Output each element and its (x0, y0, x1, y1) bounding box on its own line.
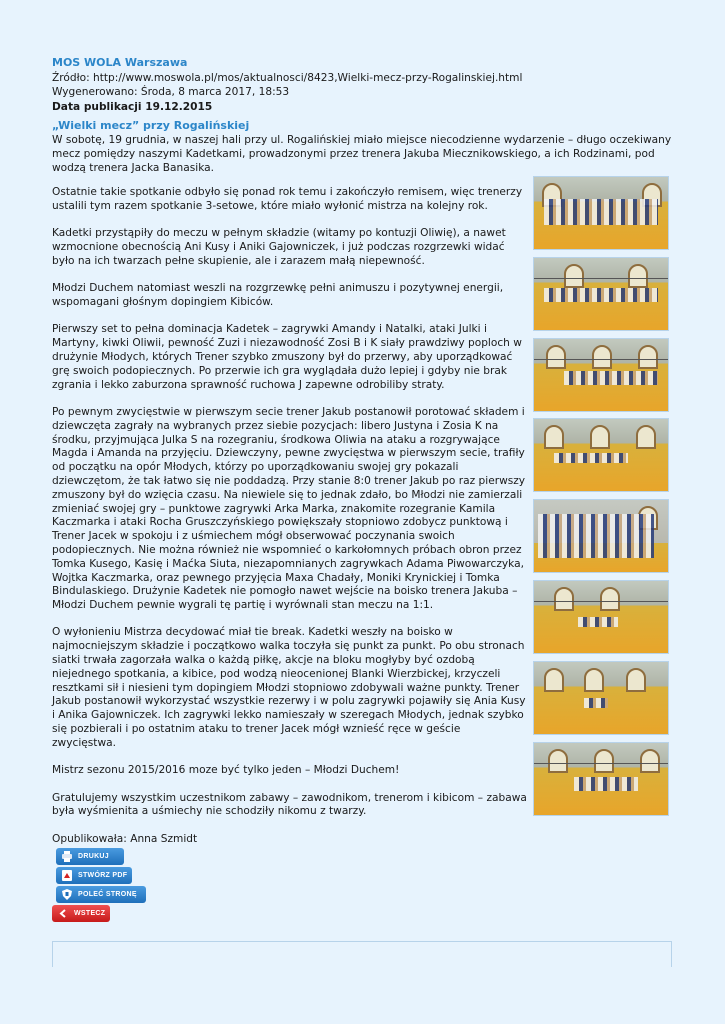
article-body (52, 186, 527, 860)
create-pdf-label: STWÓRZ PDF (78, 872, 128, 879)
article-paragraph: Mistrz sezonu 2015/2016 moze być tylko jeden – Młodzi Duchem! (52, 764, 400, 777)
article-paragraph: Młodzi Duchem natomiast weszli na rozgrzewkę pełni animuszu i pozytywnej energii, wspomagani głośnym dopingiem Kibiców. (52, 282, 504, 308)
print-label: DRUKUJ (78, 853, 109, 860)
chevron-left-icon (58, 908, 68, 919)
article-paragraph: Ostatnie takie spotkanie odbyło się ponad rok temu i zakończyło remisem, więc trenerzy ustalili tym razem spotkanie 3-setowe, które miało wyłonić mistrza na kolejny rok. (52, 186, 523, 212)
printer-icon (62, 851, 72, 862)
gallery-photo[interactable] (533, 418, 669, 492)
gallery-photo[interactable] (533, 338, 669, 412)
article-paragraph: Po pewnym zwycięstwie w pierwszym secie trener Jakub postanowił porotować składem i dziewczęta zagrały na wybranych przez siebie pozycjach: libero Justyna i Zosia K na środku, przyjmująca Julka S na rozegraniu, środkowa Oliwia na ataku a rozgrywające Magda i Amanda na przyjęciu. Dziewczyny, pewne zwycięstwa w pierwszym secie, trafiły od początku na opór Młodych, którzy po uporządkowaniu swojej gry pokazali dziewczętom, że tak łatwo się nie poddadzą. Przy stanie 8:0 trener Jakub po raz pierwszy zmuszony był do wzięcia czasu. Na niewiele się to jednak zdało, bo Młodzi nie zamierzali zmieniać swojej gry – punktowe zagrywki Arka Marka, znakomite rozegranie Kamila Kaczmarka i ataki Rocha Gruszczyńskiego powiększały stopniowo zdobycz punktową i Trener Jacek w spokoju i z uśmiechem mógł obserwować poczynania swoich podopiecznych. Nie można również nie wspomnieć o karkołomnych próbach obron przez Tomka Kusego, Kasię i Maćka Siuta, niezapomnianych zagrywkach Adama Piwowarczyka, Wojtka Kaczmarka, oraz pewnego przyjęcia Maxa Chadały, Moniki Krynickiej i Tomka Bindulaskiego. Drużynie Kadetek nie pomogło nawet wejście na boisko trenera Jakuba – Młodzi Duchem pewnie wygrali tę partię i wyrównali stan meczu na 1:1. (52, 405, 526, 612)
article-paragraph: O wyłonieniu Mistrza decydować miał tie break. Kadetki weszły na boisko w najmocniejszym składzie i początkowo walka toczyła się punkt za punkt. Po obu stronach siatki trwała zagorzała walka o każdą piłkę, akcje na bloku mogłyby być ozdobą niejednego spotkania, a kibice, pod wodzą nieocenionej Blanki Wierzbickej, krzyczeli resztkami sił i niesieni tym dopingiem Młodzi stopniowo zdobywali ważne punkty. Trener Jakub postanowił wykorzystać wszystkie rezerwy i w polu zagrywki pojawiły się Ania Kusy i Anika Gajowniczek. Ich zagrywki lekko namieszały w szeregach Młodych, jednak szybko się pozbierali i po ostatnim ataku to trener Jacek mógł wznieść ręce w geście zwycięstwa. (52, 626, 526, 749)
article-intro: W sobotę, 19 grudnia, w naszej hali przy ul. Rogalińskiej miało miejsce niecodzienne wydarzenie – długo oczekiwany mecz pomiędzy naszymi Kadetkami, prowadzonymi przez trenera Jakuba Miecznikowskiego, a ich Rodzinami, pod wodzą trenera Jacka Banasika. (52, 134, 672, 174)
gallery-photo[interactable] (533, 580, 669, 654)
pdf-icon (62, 870, 72, 881)
gallery-photo[interactable] (533, 661, 669, 735)
article-author: Opublikowała: Anna Szmidt (52, 832, 198, 845)
article-paragraph: Pierwszy set to pełna dominacja Kadetek – zagrywki Amandy i Natalki, ataki Julki i Martyny, kiwki Oliwii, pewność Zuzi i niezawodność Zosi B i K siały prawdziwy poploch w drużynie Młodych, których Trener szybko zmuszony był do przerwy, aby uporządkować grę swoich podopiecznych. Po przerwie ich gra wyglądała dużo lepiej i gdyby nie brak zgrania i lekko zaburzona sprawność ruchowa J zapewne odrobiliby straty. (52, 323, 522, 391)
recommend-page-label: POLEĆ STRONĘ (78, 891, 137, 898)
create-pdf-button[interactable] (56, 867, 132, 884)
article-paragraph: Kadetki przystąpiły do meczu w pełnym składzie (witamy po kontuzji Oliwię), a nawet wzmocnione obecnością Ani Kusy i Aniki Gajowniczek, i już podczas rozgrzewki widać było na ich twarzach pełne skupienie, ale i zarazem małą niepewność. (52, 227, 506, 267)
gallery-photo[interactable] (533, 742, 669, 816)
article-paragraph: Gratulujemy wszystkim uczestnikom zabawy – zawodnikom, trenerom i kibicom – zabawa była wyśmienita a uśmiechy nie schodziły nikomu z twarzy. (52, 791, 527, 818)
action-buttons (52, 848, 152, 924)
article-title: „Wielki mecz” przy Rogalińskiej (52, 119, 250, 132)
shield-icon (62, 889, 72, 900)
print-button[interactable] (56, 848, 124, 865)
site-name: MOS WOLA Warszawa (52, 56, 188, 69)
gallery-photo[interactable] (533, 176, 669, 250)
gallery-photo[interactable] (533, 257, 669, 331)
source-url: Źródło: http://www.moswola.pl/mos/aktualnosci/8423,Wielki-mecz-przy-Rogalinskiej.html (52, 71, 523, 84)
back-label: WSTECZ (74, 910, 106, 917)
recommend-page-button[interactable] (56, 886, 146, 903)
generated-date: Wygenerowano: Środa, 8 marca 2017, 18:53 (52, 86, 290, 98)
photo-gallery (533, 176, 671, 822)
article-header (52, 56, 672, 134)
publication-date: Data publikacji 19.12.2015 (52, 100, 213, 113)
gallery-photo[interactable] (533, 499, 669, 573)
back-button[interactable] (52, 905, 110, 922)
footer-box (52, 941, 672, 967)
